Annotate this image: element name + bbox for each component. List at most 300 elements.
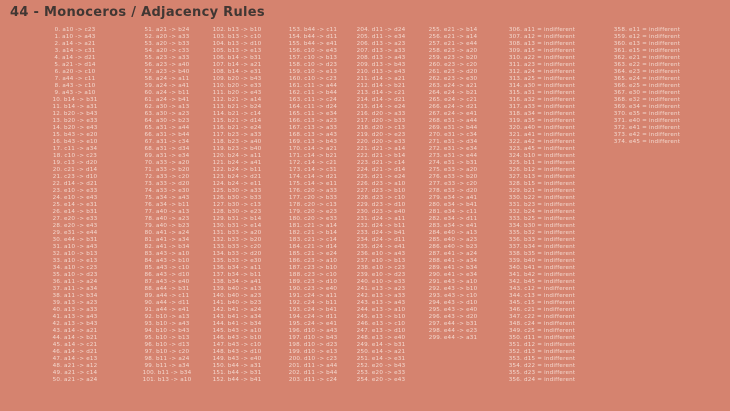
- rule-entry: 237. e10 -> b13: [356, 258, 406, 264]
- rule-entry: 30. e44 -> b31: [52, 237, 98, 243]
- rule-entry: 87. a43 -> e40: [144, 279, 190, 285]
- rule-entry: 182. c21 -> b14: [288, 230, 338, 236]
- rule-entry: 276. e33 -> b20: [428, 174, 478, 180]
- rule-entry: 245. e13 -> b10: [356, 314, 406, 320]
- rule-entry: 124. b24 -> e11: [212, 181, 262, 187]
- rule-entry: 110. b20 -> e33: [212, 83, 262, 89]
- rule-entry: 272. e31 -> e34: [428, 146, 478, 152]
- rule-entry: 77. a40 -> a13: [144, 209, 190, 215]
- rule-entry: 34. a10 -> c23: [52, 265, 98, 271]
- rule-entry: 139. b40 -> a13: [212, 286, 262, 292]
- rule-entry: 162. c11 -> b44: [288, 90, 338, 96]
- rule-entry: 95. b10 -> b13: [144, 335, 190, 341]
- rule-entry: 156. c10 -> e43: [288, 48, 338, 54]
- rule-entry: 166. c13 -> a23: [288, 118, 338, 124]
- rule-entry: 147. b43 -> c10: [212, 342, 262, 348]
- rule-entry: 61. a24 -> b41: [144, 97, 190, 103]
- rule-entry: 170. c14 -> a21: [288, 146, 338, 152]
- rule-entry: 241. e13 -> a23: [356, 286, 406, 292]
- rule-entry: 0. a10 -> c23: [54, 27, 96, 33]
- rule-entry: 296. e43 -> d20: [428, 314, 478, 320]
- rule-entry: 308. a13 = indifferent: [508, 41, 576, 47]
- rule-entry: 150. b44 -> a31: [212, 363, 262, 369]
- rule-entry: 297. e44 -> b31: [428, 321, 478, 327]
- rule-entry: 238. e10 -> c23: [356, 265, 406, 271]
- rules-column-8: [588, 27, 706, 146]
- rule-entry: 203. d11 -> c24: [288, 377, 338, 383]
- rule-entry: 331. b23 = indifferent: [508, 202, 576, 208]
- rule-entry: 275. e33 -> a20: [428, 167, 478, 173]
- rule-entry: 127. b30 -> c13: [212, 202, 262, 208]
- rule-entry: 226. d23 -> a10: [356, 181, 406, 187]
- rule-entry: 274. e31 -> b31: [428, 160, 478, 166]
- rule-entry: 368. e32 = indifferent: [613, 97, 681, 103]
- rule-entry: 59. a24 -> a41: [144, 83, 190, 89]
- rule-entry: 280. e34 -> b41: [428, 202, 478, 208]
- rule-entry: 66. a31 -> b44: [144, 132, 190, 138]
- rule-entry: 63. a30 -> a23: [144, 111, 190, 117]
- rule-entry: 273. e31 -> e44: [428, 153, 478, 159]
- rule-entry: 25. e14 -> e31: [52, 202, 98, 208]
- rule-entry: 71. a33 -> b20: [144, 167, 190, 173]
- rule-entry: 354. d22 = indifferent: [508, 363, 576, 369]
- rule-entry: 90. a44 -> d11: [144, 300, 190, 306]
- rule-entry: 334. b30 = indifferent: [508, 223, 576, 229]
- rule-entry: 68. a31 -> d34: [144, 146, 190, 152]
- rule-entry: 28. e20 -> e43: [52, 223, 98, 229]
- rule-entry: 153. b44 -> c11: [288, 27, 338, 33]
- rule-entry: 100. b11 -> b34: [142, 370, 192, 376]
- rule-entry: 15. b43 -> e20: [52, 132, 98, 138]
- rule-entry: 131. b33 -> a20: [212, 230, 262, 236]
- rule-entry: 216. d20 -> a33: [356, 111, 406, 117]
- rule-entry: 211. d14 -> a21: [356, 76, 406, 82]
- rule-entry: 218. d20 -> c13: [356, 125, 406, 131]
- rule-entry: 320. a40 = indifferent: [508, 125, 576, 131]
- rule-entry: 32. a10 -> b13: [52, 251, 98, 257]
- rule-entry: 351. d12 = indifferent: [508, 342, 576, 348]
- rule-entry: 364. e23 = indifferent: [613, 69, 681, 75]
- rule-entry: 194. c24 -> d11: [288, 314, 338, 320]
- rule-entry: 143. b41 -> a34: [212, 314, 262, 320]
- rule-entry: 324. b10 = indifferent: [508, 153, 576, 159]
- rule-entry: 197. d10 -> b43: [288, 335, 338, 341]
- rule-entry: 157. c10 -> b13: [288, 55, 338, 61]
- rule-entry: 185. c21 -> e24: [288, 251, 338, 257]
- rule-entry: 152. b44 -> b41: [212, 377, 262, 383]
- rule-entry: 89. a44 -> c11: [144, 293, 190, 299]
- rule-entry: 205. d11 -> e34: [356, 34, 406, 40]
- rule-entry: 11. b14 -> a31: [52, 104, 98, 110]
- rule-entry: 106. b14 -> b31: [212, 55, 262, 61]
- rule-entry: 7. a44 -> c11: [54, 76, 96, 82]
- rule-entry: 85. a43 -> c10: [144, 265, 190, 271]
- rule-entry: 217. d20 -> b33: [356, 118, 406, 124]
- rule-entry: 56. a23 -> a40: [144, 62, 190, 68]
- rule-entry: 338. b35 = indifferent: [508, 251, 576, 257]
- rule-entry: 144. b41 -> b34: [212, 321, 262, 327]
- rule-entry: 257. e21 -> e44: [428, 41, 478, 47]
- rule-entry: 155. b44 -> e41: [288, 41, 338, 47]
- rule-entry: 341. b42 = indifferent: [508, 272, 576, 278]
- rule-entry: 372. e41 = indifferent: [613, 125, 681, 131]
- rule-entry: 16. b43 -> e10: [52, 139, 98, 145]
- rule-entry: 287. e41 -> a24: [428, 251, 478, 257]
- rule-entry: 176. c20 -> a33: [288, 188, 338, 194]
- rule-entry: 254. e20 -> e43: [356, 377, 406, 383]
- rule-entry: 247. e13 -> d10: [356, 328, 406, 334]
- rule-entry: 295. e43 -> e40: [428, 307, 478, 313]
- rule-entry: 50. a21 -> a24: [52, 377, 98, 383]
- rule-entry: 322. a42 = indifferent: [508, 139, 576, 145]
- rule-entry: 352. d13 = indifferent: [508, 349, 576, 355]
- rule-entry: 160. c10 -> c23: [289, 76, 337, 82]
- rule-entry: 180. c20 -> e33: [288, 216, 338, 222]
- rule-entry: 350. d11 = indifferent: [508, 335, 576, 341]
- rule-entry: 105. b13 -> e13: [212, 48, 262, 54]
- rule-entry: 26. e14 -> b31: [52, 209, 98, 215]
- rule-entry: 317. a33 = indifferent: [508, 104, 576, 110]
- rule-entry: 14. b20 -> e43: [52, 125, 98, 131]
- rule-entry: 114. b21 -> c14: [212, 111, 262, 117]
- rule-entry: 329. b21 = indifferent: [508, 188, 576, 194]
- rule-entry: 38. a11 -> b34: [52, 293, 98, 299]
- rule-entry: 223. d21 -> c14: [356, 160, 406, 166]
- rule-entry: 102. b13 -> b10: [212, 27, 262, 33]
- rule-entry: 310. a22 = indifferent: [508, 55, 576, 61]
- rule-entry: 361. e15 = indifferent: [613, 48, 681, 54]
- rule-entry: 268. e31 -> a44: [428, 118, 478, 124]
- rules-column-7: [486, 27, 598, 384]
- rule-entry: 149. b43 -> e40: [212, 356, 262, 362]
- rule-entry: 146. b43 -> b10: [212, 335, 262, 341]
- rule-entry: 318. a34 = indifferent: [508, 111, 576, 117]
- rule-entry: 262. e23 -> e30: [428, 76, 478, 82]
- rule-entry: 188. c23 -> c10: [289, 272, 337, 278]
- rule-entry: 293. e43 -> c10: [428, 293, 478, 299]
- rule-entry: 31. a10 -> a43: [52, 244, 98, 250]
- rule-entry: 22. d14 -> d21: [52, 181, 98, 187]
- rule-entry: 18. c10 -> c23: [52, 153, 98, 159]
- rule-entry: 204. d11 -> d24: [356, 27, 406, 33]
- rule-entry: 355. d23 = indifferent: [508, 370, 576, 376]
- rule-entry: 142. b41 -> a24: [212, 307, 262, 313]
- rule-entry: 319. a35 = indifferent: [508, 118, 576, 124]
- rule-entry: 137. b34 -> b11: [212, 272, 262, 278]
- rule-entry: 325. b11 = indifferent: [508, 160, 576, 166]
- rule-entry: 99. b11 -> a34: [144, 363, 190, 369]
- rule-entry: 199. d10 -> e13: [288, 349, 338, 355]
- rule-entry: 172. c14 -> c21: [289, 160, 337, 166]
- rule-entry: 339. b40 = indifferent: [508, 258, 576, 264]
- rule-entry: 292. e43 -> b10: [428, 286, 478, 292]
- rule-entry: 307. a12 = indifferent: [508, 34, 576, 40]
- rule-entry: 5. a21 -> d14: [54, 62, 96, 68]
- rule-entry: 97. b10 -> c20: [144, 349, 190, 355]
- rule-entry: 220. d20 -> e33: [356, 139, 406, 145]
- rule-entry: 234. d24 -> d11: [356, 237, 406, 243]
- rule-entry: 233. d24 -> b41: [356, 230, 406, 236]
- rule-entry: 316. a32 = indifferent: [508, 97, 576, 103]
- rule-entry: 200. d10 -> c23: [288, 356, 338, 362]
- rule-entry: 76. a34 -> b11: [144, 202, 190, 208]
- rule-entry: 92. b10 -> a13: [144, 314, 190, 320]
- rule-entry: 19. c13 -> d20: [52, 160, 98, 166]
- rule-entry: 44. a14 -> b21: [52, 335, 98, 341]
- rule-entry: 6. a20 -> c10: [54, 69, 96, 75]
- rule-entry: 192. c24 -> b11: [288, 300, 338, 306]
- rule-entry: 37. a11 -> a34: [52, 286, 98, 292]
- rule-entry: 126. b30 -> b33: [212, 195, 262, 201]
- rule-entry: 1. a10 -> a43: [54, 34, 96, 40]
- rule-entry: 251. e14 -> e31: [356, 356, 406, 362]
- rule-entry: 333. b25 = indifferent: [508, 216, 576, 222]
- rule-entry: 298. e44 -> e23: [428, 328, 478, 334]
- rule-entry: 179. c20 -> e23: [288, 209, 338, 215]
- rule-entry: 366. e25 = indifferent: [613, 83, 681, 89]
- rule-entry: 128. b30 -> e23: [212, 209, 262, 215]
- rule-entry: 256. e21 -> a14: [428, 34, 478, 40]
- rule-entry: 249. e14 -> b31: [356, 342, 406, 348]
- rule-entry: 93. b10 -> a43: [144, 321, 190, 327]
- rule-entry: 346. c21 = indifferent: [508, 307, 575, 313]
- rule-entry: 54. a20 -> c33: [144, 48, 190, 54]
- rule-entry: 118. b23 -> a40: [212, 139, 262, 145]
- rule-entry: 263. e24 -> a21: [428, 83, 478, 89]
- rule-entry: 225. d21 -> e24: [356, 174, 406, 180]
- rule-entry: 151. b44 -> b31: [212, 370, 262, 376]
- rule-entry: 326. b12 = indifferent: [508, 167, 576, 173]
- rule-entry: 10. b14 -> b31: [52, 97, 98, 103]
- rule-entry: 183. c21 -> c14: [289, 237, 337, 243]
- rule-entry: 213. d14 -> c21: [356, 90, 406, 96]
- rule-entry: 167. c13 -> a33: [288, 125, 338, 131]
- rule-entry: 343. c12 = indifferent: [508, 286, 575, 292]
- rule-entry: 117. b23 -> a33: [212, 132, 262, 138]
- rule-entry: 321. a41 = indifferent: [508, 132, 576, 138]
- rule-entry: 112. b21 -> a14: [212, 97, 262, 103]
- rule-entry: 64. a30 -> b23: [144, 118, 190, 124]
- rule-entry: 193. c24 -> b41: [288, 307, 338, 313]
- rule-entry: 174. c14 -> d21: [288, 174, 338, 180]
- rule-entry: 306. a11 = indifferent: [508, 27, 576, 33]
- rule-entry: 264. e24 -> b21: [428, 90, 478, 96]
- rule-entry: 121. b24 -> a41: [212, 160, 262, 166]
- rule-entry: 141. b40 -> b23: [212, 300, 262, 306]
- rule-entry: 328. b15 = indifferent: [508, 181, 576, 187]
- rule-entry: 27. e20 -> e33: [52, 216, 98, 222]
- rule-entry: 215. d14 -> e24: [356, 104, 406, 110]
- rule-entry: 42. a13 -> b43: [52, 321, 98, 327]
- rule-entry: 184. c21 -> d14: [288, 244, 338, 250]
- rule-entry: 327. b13 = indifferent: [508, 174, 576, 180]
- rule-entry: 125. b30 -> a33: [212, 188, 262, 194]
- rule-entry: 113. b21 -> b24: [212, 104, 262, 110]
- rule-entry: 281. e34 -> c11: [428, 209, 478, 215]
- rule-entry: 266. e24 -> d21: [428, 104, 478, 110]
- rule-entry: 255. e21 -> b14: [428, 27, 478, 33]
- rule-entry: 47. a14 -> e13: [52, 356, 98, 362]
- rule-entry: 3. a14 -> c31: [54, 48, 96, 54]
- rule-entry: 20. c21 -> d14: [52, 167, 98, 173]
- rule-entry: 291. e43 -> a10: [428, 279, 478, 285]
- rule-entry: 294. e43 -> d10: [428, 300, 478, 306]
- rule-entry: 132. b33 -> b20: [212, 237, 262, 243]
- rule-entry: 198. d10 -> d23: [288, 342, 338, 348]
- rule-entry: 67. a31 -> c34: [144, 139, 190, 145]
- rule-entry: 74. a33 -> e30: [144, 188, 190, 194]
- rule-entry: 133. b33 -> c20: [212, 244, 262, 250]
- rule-entry: 169. c13 -> b43: [288, 139, 338, 145]
- rule-entry: 171. c14 -> b21: [288, 153, 338, 159]
- rule-entry: 165. c11 -> e34: [288, 111, 338, 117]
- rule-entry: 206. d13 -> a23: [356, 41, 406, 47]
- rule-entry: 103. b13 -> c10: [212, 34, 262, 40]
- rule-entry: 23. e10 -> e33: [52, 188, 98, 194]
- rules-column-1: [30, 27, 120, 384]
- rule-entry: 48. a21 -> a12: [52, 363, 98, 369]
- rule-entry: 348. c24 = indifferent: [508, 321, 575, 327]
- rule-entry: 154. b44 -> d11: [288, 34, 338, 40]
- rule-entry: 202. d11 -> b44: [288, 370, 338, 376]
- rule-entry: 212. d14 -> b21: [356, 83, 406, 89]
- rule-entry: 39. a13 -> a23: [52, 300, 98, 306]
- rule-entry: 164. c11 -> d24: [288, 104, 338, 110]
- rule-entry: 78. a40 -> a23: [144, 216, 190, 222]
- rule-entry: 2. a14 -> a21: [54, 41, 96, 47]
- rule-entry: 253. e20 -> e33: [356, 370, 406, 376]
- rule-entry: 104. b13 -> d10: [212, 41, 262, 47]
- rule-entry: 33. a10 -> e13: [52, 258, 98, 264]
- rule-entry: 222. d21 -> b14: [356, 153, 406, 159]
- rule-entry: 209. d13 -> b43: [356, 62, 406, 68]
- rule-entry: 345. c15 = indifferent: [508, 300, 575, 306]
- rule-entry: 358. e11 = indifferent: [613, 27, 681, 33]
- rule-entry: 83. a43 -> a10: [144, 251, 190, 257]
- rule-entry: 277. e33 -> c20: [428, 181, 478, 187]
- rule-entry: 175. c14 -> e11: [288, 181, 338, 187]
- rule-entry: 17. c11 -> a34: [52, 146, 98, 152]
- rule-entry: 88. a44 -> b31: [144, 286, 190, 292]
- rule-entry: 337. b34 = indifferent: [508, 244, 576, 250]
- rule-entry: 75. a34 -> a43: [144, 195, 190, 201]
- rule-entry: 367. e30 = indifferent: [613, 90, 681, 96]
- rule-entry: 210. d13 -> e43: [356, 69, 406, 75]
- rule-entry: 362. e21 = indifferent: [613, 55, 681, 61]
- rule-entry: 159. c10 -> e13: [288, 69, 338, 75]
- rule-entry: 312. a24 = indifferent: [508, 69, 576, 75]
- rule-entry: 168. c13 -> a43: [288, 132, 338, 138]
- rule-entry: 286. e40 -> b23: [428, 244, 478, 250]
- rule-entry: 135. b33 -> e30: [212, 258, 262, 264]
- rule-entry: 347. c22 = indifferent: [508, 314, 575, 320]
- rule-entry: 374. e45 = indifferent: [613, 139, 681, 145]
- rule-entry: 195. c24 -> e41: [288, 321, 338, 327]
- rule-entry: 311. a23 = indifferent: [508, 62, 576, 68]
- rule-entry: 228. d23 -> c10: [356, 195, 406, 201]
- rule-entry: 53. a20 -> b33: [144, 41, 190, 47]
- rule-entry: 232. d24 -> b11: [356, 223, 406, 229]
- rule-entry: 65. a31 -> a44: [144, 125, 190, 131]
- rule-entry: 250. e14 -> a21: [356, 349, 406, 355]
- rule-entry: 129. b31 -> b14: [212, 216, 262, 222]
- rule-entry: 4. a14 -> d21: [54, 55, 96, 61]
- rule-entry: 41. a13 -> a43: [52, 314, 98, 320]
- rule-entry: 115. b21 -> d14: [212, 118, 262, 124]
- rule-entry: 289. e41 -> b34: [428, 265, 478, 271]
- rule-entry: 187. c23 -> b10: [288, 265, 338, 271]
- rule-entry: 246. e13 -> c10: [356, 321, 406, 327]
- rule-entry: 239. e10 -> d23: [356, 272, 406, 278]
- rule-entry: 120. b24 -> a11: [212, 153, 262, 159]
- rule-entry: 236. e10 -> a43: [356, 251, 406, 257]
- rule-entry: 279. e34 -> a41: [428, 195, 478, 201]
- rule-entry: 214. d14 -> d21: [356, 97, 406, 103]
- rule-entry: 91. a44 -> e41: [144, 307, 190, 313]
- rule-entry: 116. b21 -> e24: [212, 125, 262, 131]
- rule-entry: 196. d10 -> a43: [288, 328, 338, 334]
- rule-entry: 29. e31 -> e44: [52, 230, 98, 236]
- rule-entry: 278. e33 -> d20: [428, 188, 478, 194]
- rule-entry: 191. c24 -> a11: [288, 293, 338, 299]
- rule-entry: 84. a43 -> b10: [144, 258, 190, 264]
- rule-entry: 221. d21 -> a14: [356, 146, 406, 152]
- rule-entry: 70. a33 -> a20: [144, 160, 190, 166]
- rule-entry: 290. e41 -> e34: [428, 272, 478, 278]
- rule-entry: 315. a31 = indifferent: [508, 90, 576, 96]
- rule-entry: 13. b20 -> e33: [52, 118, 98, 124]
- rule-entry: 109. b20 -> b43: [212, 76, 262, 82]
- rule-entry: 231. d24 -> a11: [356, 216, 406, 222]
- rule-entry: 261. e23 -> d20: [428, 69, 478, 75]
- rule-entry: 86. a43 -> d10: [144, 272, 190, 278]
- page-title: 44 - Monoceros / Adjacency Rules: [10, 5, 265, 20]
- rule-entry: 282. e34 -> d11: [428, 216, 478, 222]
- rule-entry: 60. a24 -> b11: [144, 90, 190, 96]
- rule-entry: 51. a21 -> b24: [144, 27, 190, 33]
- rule-entry: 52. a20 -> a33: [144, 34, 190, 40]
- rule-entry: 285. e40 -> a23: [428, 237, 478, 243]
- rule-entry: 235. d24 -> e41: [356, 244, 406, 250]
- rule-entry: 335. b32 = indifferent: [508, 230, 576, 236]
- rule-entry: 309. a15 = indifferent: [508, 48, 576, 54]
- rule-entry: 208. d13 -> a43: [356, 55, 406, 61]
- rule-entry: 35. a10 -> d23: [52, 272, 98, 278]
- rule-entry: 177. c20 -> b33: [288, 195, 338, 201]
- rule-entry: 161. c11 -> a44: [288, 83, 338, 89]
- rule-entry: 140. b40 -> a23: [212, 293, 262, 299]
- rule-entry: 158. c10 -> d23: [288, 62, 338, 68]
- rule-entry: 186. c23 -> a10: [288, 258, 338, 264]
- rule-entry: 270. e31 -> c34: [428, 132, 478, 138]
- rule-entry: 80. a41 -> a24: [144, 230, 190, 236]
- rule-entry: 230. d23 -> e40: [356, 209, 406, 215]
- rule-entry: 73. a33 -> d20: [144, 181, 190, 187]
- rule-entry: 330. b22 = indifferent: [508, 195, 576, 201]
- rule-entry: 21. c23 -> d10: [52, 174, 98, 180]
- rule-entry: 269. e31 -> b44: [428, 125, 478, 131]
- rule-entry: 82. a41 -> b34: [144, 244, 190, 250]
- rule-entry: 369. e34 = indifferent: [613, 104, 681, 110]
- rule-entry: 8. a43 -> c10: [54, 83, 96, 89]
- rule-entry: 69. a31 -> e34: [144, 153, 190, 159]
- rule-entry: 123. b24 -> d21: [212, 174, 262, 180]
- rule-entry: 284. e40 -> a13: [428, 230, 478, 236]
- rule-entry: 243. e13 -> a43: [356, 300, 406, 306]
- rule-entry: 248. e13 -> e40: [356, 335, 406, 341]
- rule-entry: 260. e23 -> c20: [428, 62, 478, 68]
- rule-entry: 252. e20 -> b43: [356, 363, 406, 369]
